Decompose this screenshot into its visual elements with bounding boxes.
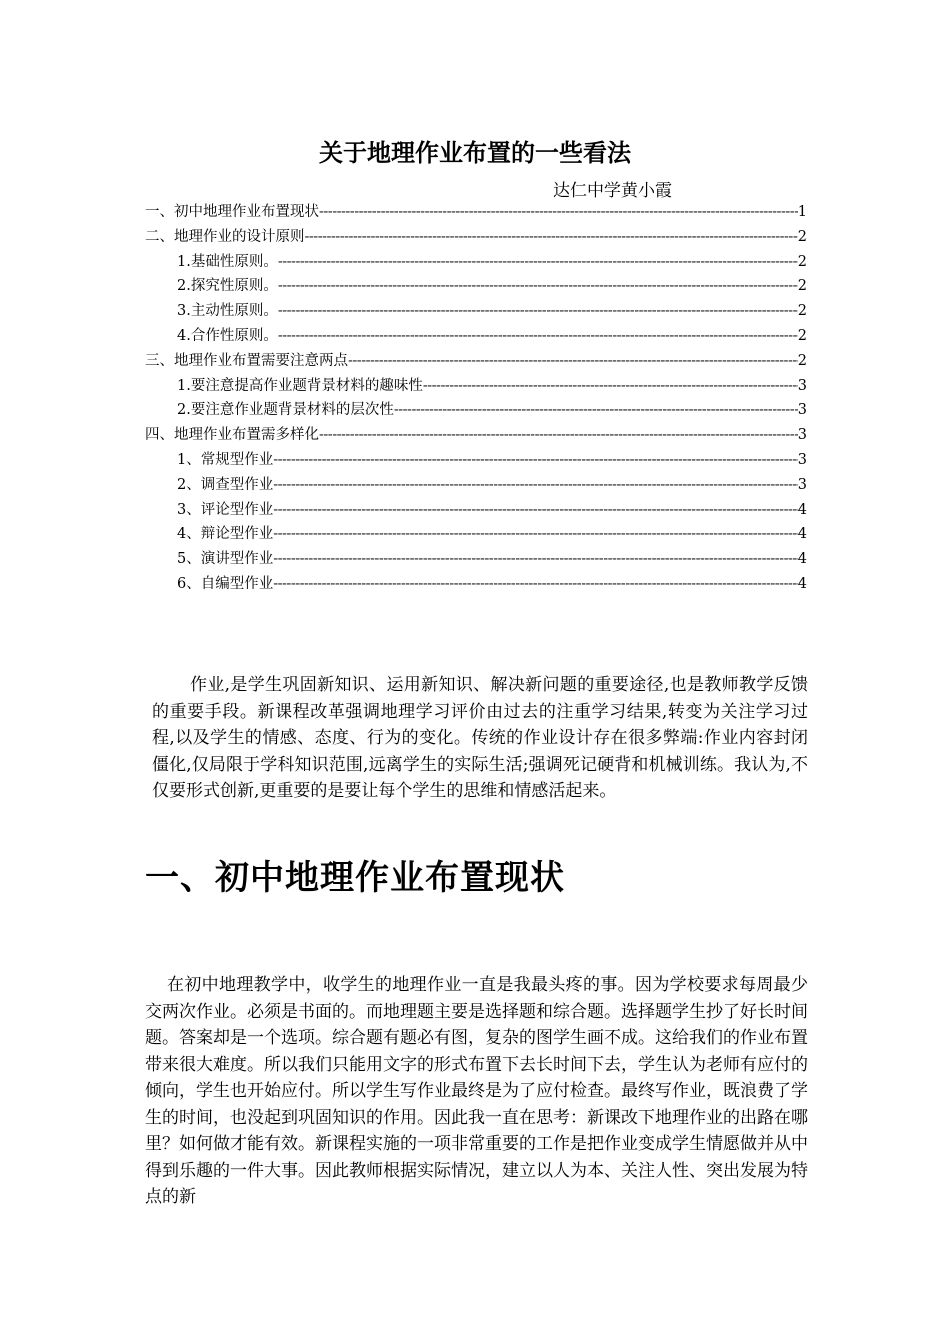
table-of-contents: [145, 200, 807, 597]
toc-entry[interactable]: [145, 374, 807, 399]
toc-entry-label: 三、地理作业布置需要注意两点: [145, 352, 348, 369]
toc-leader: [394, 398, 798, 423]
toc-leader: [319, 423, 798, 448]
toc-entry[interactable]: [145, 250, 807, 275]
toc-entry-label: 2.要注意作业题背景材料的层次性: [177, 402, 394, 419]
toc-leader: [273, 473, 798, 498]
toc-entry[interactable]: [145, 572, 807, 597]
toc-entry-label: 1、常规型作业: [177, 451, 274, 468]
toc-entry[interactable]: [145, 200, 807, 225]
toc-entry-label: 1.基础性原则。: [177, 253, 278, 270]
toc-entry-page: 4: [797, 501, 807, 518]
toc-entry-label: 3、评论型作业: [177, 501, 274, 518]
toc-entry-page: 2: [797, 352, 807, 369]
toc-leader: [278, 250, 798, 275]
toc-entry-page: 4: [797, 551, 807, 568]
toc-entry[interactable]: [145, 349, 807, 374]
toc-leader: [423, 374, 798, 399]
toc-entry-label: 5、演讲型作业: [177, 551, 274, 568]
toc-leader: [278, 324, 798, 349]
toc-entry-page: 2: [797, 278, 807, 295]
toc-entry-page: 3: [797, 427, 807, 444]
section-paragraph: 在初中地理教学中，收学生的地理作业一直是我最头疼的事。因为学校要求每周最少交两次作业。必须是书面的。而地理题主要是选择题和综合题。选择题学生抄了好长时间题。答案却是一个选项。综合题有题必有图，复杂的图学生画不成。这给我们的作业布置带来很大难度。所以我们只能用文字的形式布置下去长时间下去，学生认为老师有应付的倾向，学生也开始应付。所以学生写作业最终是为了应付检查。最终写作业，既浪费了学生的时间，也没起到巩固知识的作用。因此我一直在思考：新课改下地理作业的出路在哪里？如何做才能有效。新课程实施的一项非常重要的工作是把作业变成学生情愿做并从中得到乐趣的一件大事。因此教师根据实际情况，建立以人为本、关注人性、突出发展为特点的新: [145, 975, 808, 1207]
document-author: 达仁中学黄小霞: [553, 181, 672, 201]
toc-entry-label: 4、辩论型作业: [177, 526, 274, 543]
intro-paragraph: 作业,是学生巩固新知识、运用新知识、解决新问题的重要途径,也是教师教学反馈的重要手段。新课程改革强调地理学习评价由过去的注重学习结果,转变为关注学习过程,以及学生的情感、态度、行为的变化。传统的作业设计存在很多弊端:作业内容封闭僵化,仅局限于学科知识范围,远离学生的实际生活;强调死记硬背和机械训练。我认为,不仅要形式创新,更重要的是要让每个学生的思维和情感活起来。: [152, 675, 808, 801]
toc-entry[interactable]: [145, 225, 807, 250]
toc-entry-label: 6、自编型作业: [177, 575, 274, 592]
toc-entry-page: 3: [797, 377, 807, 394]
toc-entry-page: 4: [797, 575, 807, 592]
toc-entry-label: 二、地理作业的设计原则: [145, 228, 305, 245]
section-heading: 一、初中地理作业布置现状: [145, 858, 565, 898]
toc-entry[interactable]: [145, 473, 807, 498]
toc-leader: [273, 572, 798, 597]
toc-entry[interactable]: [145, 398, 807, 423]
toc-entry[interactable]: [145, 498, 807, 523]
toc-entry-page: 3: [797, 451, 807, 468]
toc-leader: [273, 522, 798, 547]
toc-entry-label: 1.要注意提高作业题背景材料的趣味性: [177, 377, 423, 394]
toc-entry-label: 2、调查型作业: [177, 476, 274, 493]
toc-entry-label: 4.合作性原则。: [177, 327, 278, 344]
toc-leader: [305, 225, 798, 250]
toc-entry-label: 四、地理作业布置需多样化: [145, 427, 319, 444]
toc-entry-label: 一、初中地理作业布置现状: [145, 204, 319, 220]
toc-entry-page: 3: [797, 476, 807, 493]
toc-entry-label: 3.主动性原则。: [177, 303, 278, 320]
toc-entry[interactable]: [145, 324, 807, 349]
toc-entry[interactable]: [145, 448, 807, 473]
toc-entry[interactable]: [145, 274, 807, 299]
toc-entry[interactable]: [145, 299, 807, 324]
toc-leader: [348, 349, 798, 374]
toc-entry-page: 2: [797, 253, 807, 270]
toc-entry-page: 1: [797, 204, 807, 220]
toc-entry-label: 2.探究性原则。: [177, 278, 278, 295]
toc-entry[interactable]: [145, 423, 807, 448]
toc-leader: [273, 498, 798, 523]
toc-entry-page: 2: [797, 327, 807, 344]
toc-leader: [319, 200, 798, 225]
toc-leader: [273, 547, 798, 572]
toc-entry-page: 2: [797, 228, 807, 245]
document-title: 关于地理作业布置的一些看法: [319, 138, 631, 167]
toc-leader: [273, 448, 798, 473]
toc-entry-page: 2: [797, 303, 807, 320]
toc-leader: [278, 299, 798, 324]
toc-leader: [278, 274, 798, 299]
toc-entry-page: 3: [797, 402, 807, 419]
toc-entry-page: 4: [797, 526, 807, 543]
toc-entry[interactable]: [145, 522, 807, 547]
toc-entry[interactable]: [145, 547, 807, 572]
